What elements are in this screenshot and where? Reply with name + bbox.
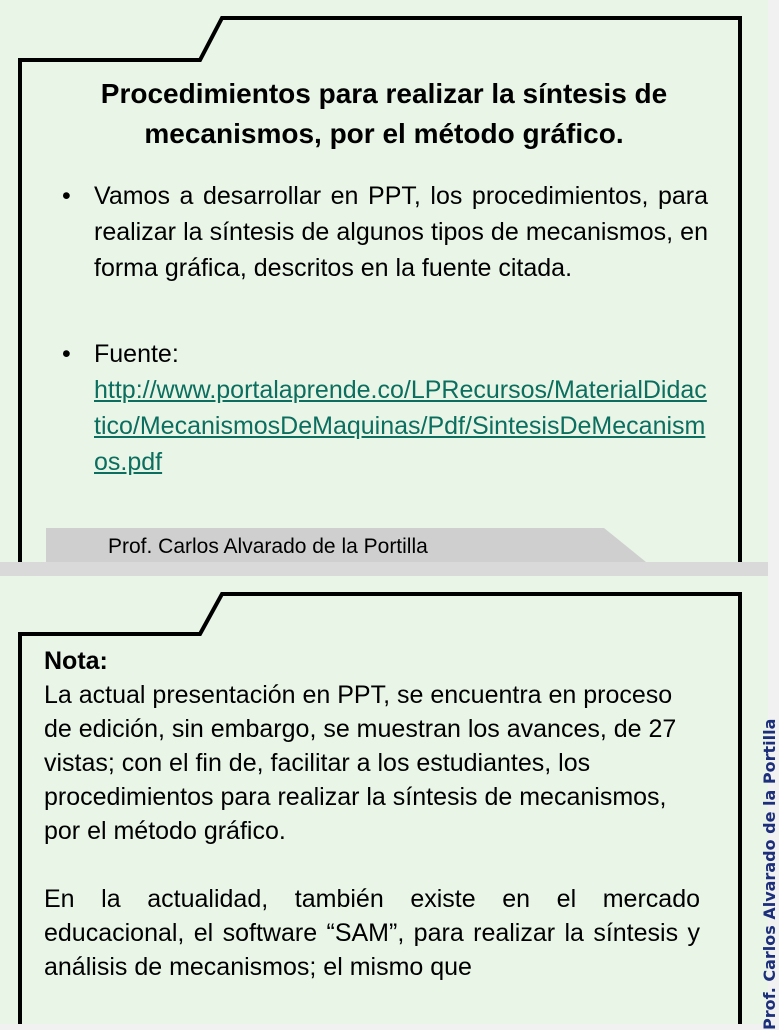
note-paragraph: En la actualidad, también existe en el mercado educacional, el software “SAM”, para realizar la síntesis y análisis de mecanismos; el mismo que	[44, 885, 700, 981]
source-label: Fuente:	[94, 340, 179, 368]
bullet-list	[62, 178, 708, 480]
bullet-item	[62, 178, 708, 286]
bullet-item	[62, 336, 708, 480]
side-author-credit: Prof. Carlos Alvarado de la Portilla	[760, 718, 779, 1030]
bullet-marker: •	[62, 340, 71, 368]
note-paragraph: La actual presentación en PPT, se encuentra en proceso de edición, sin embargo, se muestran los avances, de 27 vistas; con el fin de, facilitar a los estudiantes, los procedimientos para realizar la síntesis de mecanismos, por el método gráfico.	[44, 681, 677, 845]
source-link[interactable]: http://www.portalaprende.co/LPRecursos/MaterialDidactico/MecanismosDeMaquinas/Pdf/SintesisDeMecanismos.pdf	[94, 376, 707, 476]
footer-author: Prof. Carlos Alvarado de la Portilla	[108, 535, 428, 558]
slide-title: Procedimientos para realizar la síntesis de mecanismos, por el método gráfico.	[100, 78, 668, 149]
slide-divider	[0, 562, 768, 576]
note-block	[44, 644, 700, 984]
bullet-marker: •	[62, 182, 71, 210]
note-heading: Nota:	[44, 647, 108, 675]
bullet-text: Vamos a desarrollar en PPT, los procedimientos, para realizar la síntesis de algunos tipos de mecanismos, en forma gráfica, descritos en la fuente citada.	[94, 182, 708, 282]
